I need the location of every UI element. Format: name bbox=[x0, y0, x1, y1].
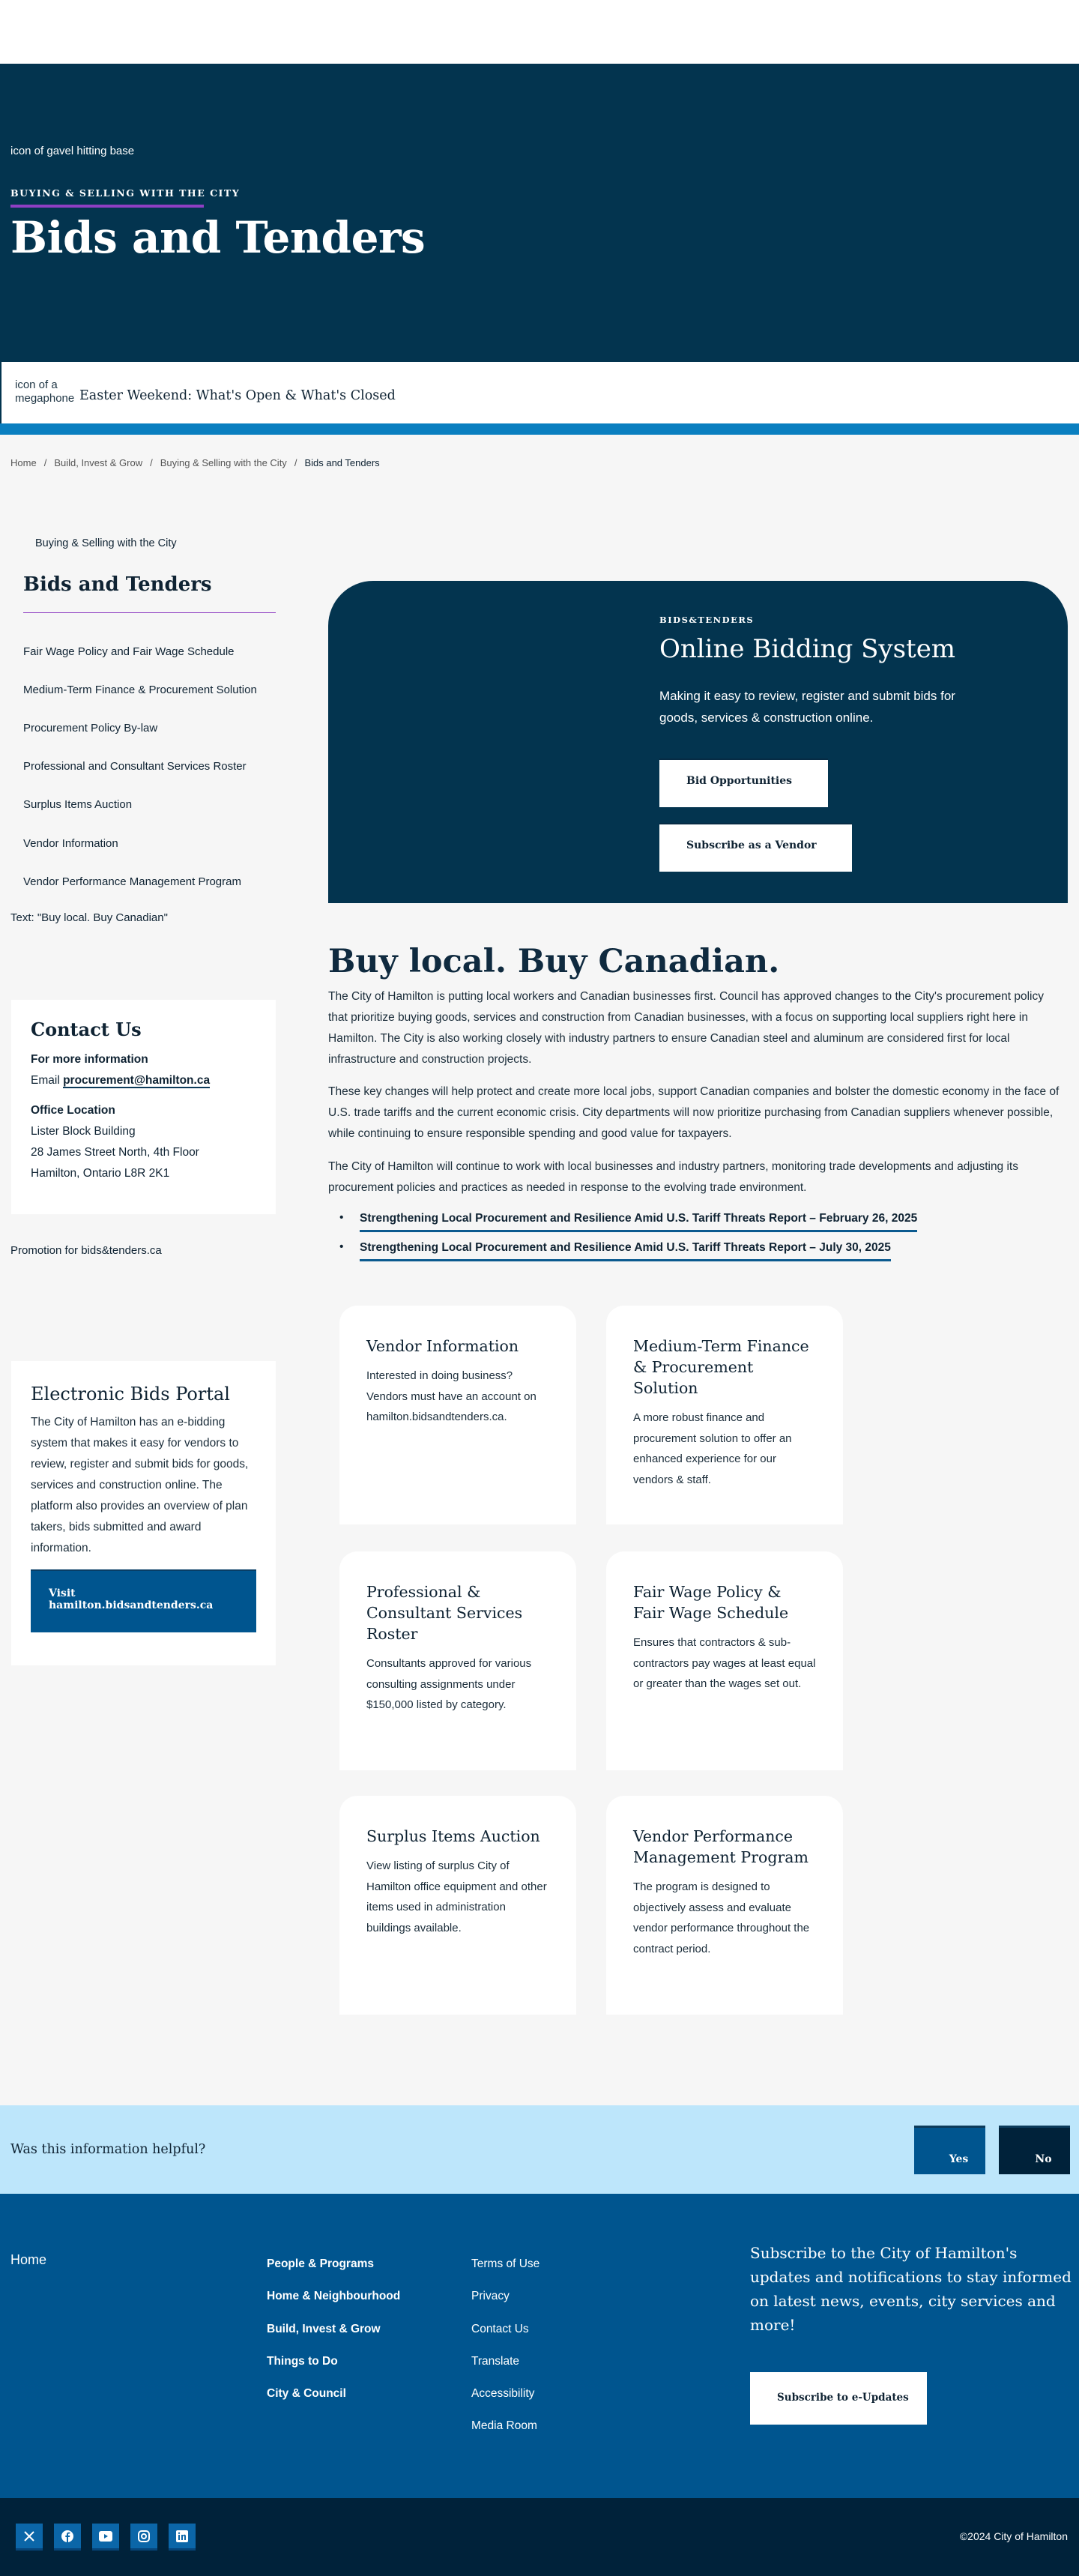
tile-consultant-roster[interactable] bbox=[339, 1551, 576, 1770]
footer-link-contact[interactable]: Contact Us bbox=[471, 2323, 529, 2335]
office-label: Office Location bbox=[31, 1104, 115, 1117]
alert-stripe bbox=[0, 423, 1079, 435]
sidebar-item-vendor-information[interactable]: Vendor Information bbox=[23, 837, 118, 850]
subscribe-eupdates-button[interactable]: Subscribe to e-Updates bbox=[750, 2372, 927, 2425]
tile-fair-wage[interactable] bbox=[606, 1551, 843, 1770]
tile-body: View listing of surplus City of Hamilton office equipment and other items used in administration buildings available. bbox=[366, 1859, 547, 1934]
kicker-underline bbox=[10, 205, 204, 208]
sidebar-parent-link[interactable]: Buying & Selling with the City bbox=[35, 537, 177, 549]
linkedin-icon[interactable] bbox=[169, 2524, 196, 2551]
tile-body: Interested in doing business? Vendors must have an account on hamilton.bidsandtenders.ca. bbox=[366, 1369, 537, 1423]
footer-link-people-programs[interactable]: People & Programs bbox=[267, 2257, 374, 2270]
breadcrumb-current: Bids and Tenders bbox=[304, 457, 380, 468]
obs-kicker: BIDS&TENDERS bbox=[659, 615, 755, 625]
site-header bbox=[0, 0, 1079, 64]
sidebar-item-fair-wage[interactable]: Fair Wage Policy and Fair Wage Schedule bbox=[23, 645, 235, 658]
x-icon[interactable] bbox=[16, 2524, 43, 2551]
report-link-jul-2025[interactable]: Strengthening Local Procurement and Resilience Amid U.S. Tariff Threats Report – July 30, 2025 bbox=[360, 1241, 891, 1261]
buy-local-paragraph: The City of Hamilton will continue to work with local businesses and industry partners, monitoring trade developments and adjusting its procurement policies and practices as needed in response to the evolving trade environment. bbox=[328, 1160, 1018, 1194]
sidebar-item-consultant-roster[interactable]: Professional and Consultant Services Roster bbox=[23, 760, 247, 773]
copyright: ©2024 City of Hamilton bbox=[959, 2530, 1068, 2542]
tile-medium-term-finance[interactable] bbox=[606, 1306, 843, 1524]
contact-title: Contact Us bbox=[31, 1019, 142, 1040]
footer-link-accessibility[interactable]: Accessibility bbox=[471, 2387, 535, 2400]
subscribe-text: Subscribe to the City of Hamilton's updates and notifications to stay informed on latest news, events, city services and more! bbox=[750, 2244, 1072, 2334]
breadcrumb-separator: / bbox=[150, 457, 153, 468]
footer-link-privacy[interactable]: Privacy bbox=[471, 2290, 510, 2302]
sidebar-item-procurement-bylaw[interactable]: Procurement Policy By-law bbox=[23, 722, 158, 735]
feedback-no-button[interactable]: No bbox=[999, 2126, 1070, 2174]
alert-link[interactable]: Easter Weekend: What's Open & What's Closed bbox=[79, 388, 396, 403]
tile-title: Vendor Performance Management Program bbox=[633, 1827, 809, 1866]
sidebar-title: Bids and Tenders bbox=[23, 573, 212, 596]
breadcrumb-build-invest-grow[interactable]: Build, Invest & Grow bbox=[54, 457, 143, 468]
bullet: • bbox=[339, 1211, 344, 1224]
footer-link-city-council[interactable]: City & Council bbox=[267, 2387, 346, 2400]
address-line: 28 James Street North, 4th Floor bbox=[31, 1146, 199, 1159]
promotion-image: Promotion for bids&tenders.ca bbox=[10, 1244, 162, 1257]
footer-link-translate[interactable]: Translate bbox=[471, 2355, 520, 2368]
breadcrumb-separator: / bbox=[43, 457, 47, 468]
gavel-icon: icon of gavel hitting base bbox=[10, 145, 135, 157]
sidebar-item-surplus-auction[interactable]: Surplus Items Auction bbox=[23, 798, 133, 811]
feedback-yes-button[interactable]: Yes bbox=[914, 2126, 985, 2174]
tile-title: Vendor Information bbox=[366, 1337, 519, 1355]
subscribe-vendor-button[interactable]: Subscribe as a Vendor bbox=[659, 823, 852, 872]
portal-card bbox=[11, 1361, 276, 1665]
tile-vendor-information[interactable] bbox=[339, 1306, 576, 1524]
tile-body: The program is designed to objectively assess and evaluate vendor performance throughout the contract period. bbox=[633, 1880, 810, 1955]
bullet: • bbox=[339, 1240, 344, 1253]
footer-link-home-neighbourhood[interactable]: Home & Neighbourhood bbox=[267, 2290, 401, 2302]
report-link-feb-2025[interactable]: Strengthening Local Procurement and Resilience Amid U.S. Tariff Threats Report – February 26, 2025 bbox=[360, 1212, 917, 1232]
tile-title: Professional & Consultant Services Roster bbox=[366, 1583, 523, 1643]
tile-surplus-auction[interactable] bbox=[339, 1796, 576, 2015]
tile-vendor-performance[interactable] bbox=[606, 1796, 843, 2015]
footer-bottom-bar bbox=[0, 2498, 1079, 2576]
breadcrumb-buying-selling[interactable]: Buying & Selling with the City bbox=[160, 457, 287, 468]
bid-opportunities-button[interactable]: Bid Opportunities bbox=[659, 758, 828, 807]
sidebar-item-medium-term-finance[interactable]: Medium-Term Finance & Procurement Solution bbox=[23, 684, 257, 696]
breadcrumb bbox=[10, 457, 380, 468]
sidebar-item-vendor-performance[interactable]: Vendor Performance Management Program bbox=[23, 875, 241, 888]
sidebar-divider bbox=[23, 612, 276, 613]
buy-local-heading: Buy local. Buy Canadian. bbox=[328, 943, 780, 980]
youtube-icon[interactable] bbox=[92, 2524, 119, 2551]
page-title: Bids and Tenders bbox=[10, 212, 426, 263]
address-line: Lister Block Building bbox=[31, 1125, 136, 1138]
instagram-icon[interactable] bbox=[130, 2524, 157, 2551]
megaphone-icon: icon of a megaphone bbox=[15, 378, 75, 405]
buy-local-image: Text: "Buy local. Buy Canadian" bbox=[10, 911, 168, 924]
footer-link-media-room[interactable]: Media Room bbox=[471, 2419, 537, 2432]
facebook-icon[interactable] bbox=[54, 2524, 81, 2551]
footer-link-terms[interactable]: Terms of Use bbox=[471, 2257, 540, 2270]
visit-portal-button[interactable]: Visit hamilton.bidsandtenders.ca bbox=[31, 1569, 256, 1632]
tile-body: A more robust finance and procurement solution to offer an enhanced experience for our vendors & staff. bbox=[633, 1411, 792, 1486]
breadcrumb-home[interactable]: Home bbox=[10, 457, 37, 468]
email-link[interactable]: procurement@hamilton.ca bbox=[63, 1074, 211, 1087]
footer-link-things-to-do[interactable]: Things to Do bbox=[267, 2355, 338, 2368]
portal-body: The City of Hamilton has an e-bidding system that makes it easy for vendors to review, register and submit bids for goods, services and construction online. The platform also provides an overview of plan takers, bids submitted and award information. bbox=[31, 1416, 249, 1554]
contact-card bbox=[11, 1000, 276, 1214]
feedback-question: Was this information helpful? bbox=[10, 2142, 206, 2157]
address-line: Hamilton, Ontario L8R 2K1 bbox=[31, 1167, 170, 1180]
buy-local-paragraph: These key changes will help protect and create more local jobs, support Canadian companies and bolster the domestic economy in the face of U.S. trade tariffs and the current economic crisis. City departments will now prioritize purchasing from Canadian suppliers whenever possible, while continuing to ensure responsible spending and good value for taxpayers. bbox=[328, 1085, 1060, 1140]
tile-title: Medium-Term Finance & Procurement Solution bbox=[633, 1337, 809, 1397]
contact-more-label: For more information bbox=[31, 1053, 148, 1066]
footer-link-build-invest-grow[interactable]: Build, Invest & Grow bbox=[267, 2323, 381, 2335]
hero-kicker: BUYING & SELLING WITH THE CITY bbox=[10, 187, 241, 199]
tile-title: Fair Wage Policy & Fair Wage Schedule bbox=[633, 1583, 789, 1622]
tile-body: Consultants approved for various consulting assignments under $150,000 listed by category. bbox=[366, 1657, 532, 1711]
obs-description: Making it easy to review, register and submit bids for goods, services & construction online. bbox=[659, 689, 955, 725]
footer-logo-home[interactable]: Home bbox=[10, 2252, 47, 2267]
obs-title: Online Bidding System bbox=[659, 634, 956, 664]
buy-local-paragraph: The City of Hamilton is putting local workers and Canadian businesses first. Council has approved changes to the City's procurement policy that prioritize buying goods, services and construction from Canadian businesses, with a focus on supporting local suppliers right here in Hamilton. The City is also working closely with industry partners to ensure Canadian steel and aluminum are considered first for local infrastructure and construction projects. bbox=[328, 990, 1044, 1066]
email-prefix: Email bbox=[31, 1074, 60, 1087]
tile-title: Surplus Items Auction bbox=[366, 1827, 540, 1845]
tile-body: Ensures that contractors & sub-contractors pay wages at least equal or greater than the wages set out. bbox=[633, 1636, 816, 1690]
footer bbox=[0, 2194, 1079, 2498]
portal-title: Electronic Bids Portal bbox=[31, 1384, 230, 1405]
breadcrumb-separator: / bbox=[294, 457, 297, 468]
